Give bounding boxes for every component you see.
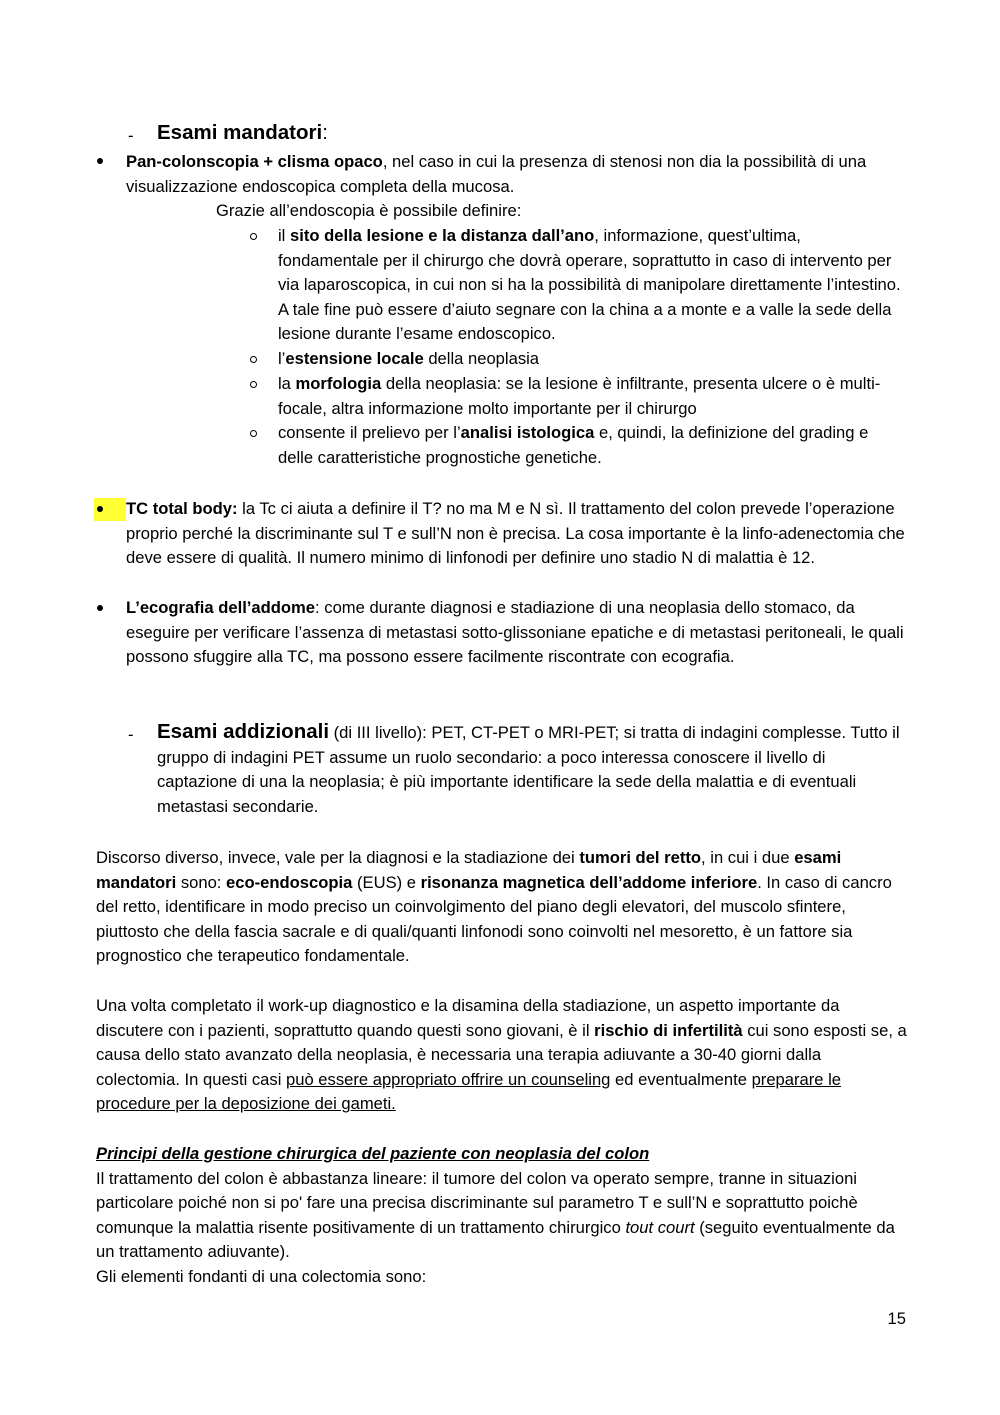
para-bold: rischio di infertilità bbox=[594, 1020, 743, 1040]
section-heading-esami-mandatori bbox=[157, 121, 328, 147]
sub-item bbox=[278, 347, 903, 372]
dash-marker: - bbox=[128, 126, 134, 145]
sub-item bbox=[278, 224, 903, 347]
para-underlined: può essere appropriato offrire un counseling bbox=[286, 1069, 611, 1089]
para-text: Il trattamento del colon è abbastanza lineare: il tumore del colon va operato sempre, tranne in situazioni particolare poiché non si po' fare una precisa discriminante sul parametro T e sull’N e soprattutto poichè comunque la malattia risente positivamente di un trattamento chirurgico bbox=[96, 1168, 858, 1237]
item-text: la Tc ci aiuta a definire il T? no ma M e N sì. Il trattamento del colon prevede l’operazione proprio perché la discriminante sul T e sull’N non è precisa. La cosa importante è la linfo-adenectomia che deve essere di qualità. Il numero minimo di linfonodi per definire uno stadio N di malattia è 12. bbox=[126, 499, 905, 568]
bullet-icon bbox=[97, 605, 103, 611]
list-item-ecografia bbox=[126, 596, 906, 670]
bullet-icon bbox=[97, 506, 103, 512]
para-text: (seguito eventualmente da un trattamento adiuvante). bbox=[96, 1217, 895, 1262]
para-text: , in cui i due bbox=[701, 848, 795, 867]
para-text: Discorso diverso, invece, vale per la diagnosi e la stadiazione dei bbox=[96, 848, 580, 867]
para-bold: tumori del retto bbox=[579, 848, 702, 867]
para-bold: esami mandatori bbox=[96, 848, 842, 892]
subintro-text: Grazie all’endoscopia è possibile definire: bbox=[216, 201, 522, 220]
para-text: Gli elementi fondanti di una colectomia sono: bbox=[96, 1266, 427, 1286]
heading-colon: : bbox=[322, 121, 328, 144]
sub-item bbox=[278, 421, 903, 470]
para-bold: eco-endoscopia bbox=[226, 872, 353, 892]
list-item-pan-colonscopia bbox=[126, 150, 901, 199]
para-underlined: preparare le procedure per la deposizione dei gameti. bbox=[96, 1069, 842, 1114]
subsection-heading: Principi della gestione chirurgica del paziente con neoplasia del colon bbox=[96, 1144, 650, 1163]
item-text: , nel caso in cui la presenza di stenosi non dia la possibilità di una visualizzazione endoscopica completa della mucosa. bbox=[126, 152, 867, 196]
heading-text: Esami mandatori bbox=[157, 121, 323, 144]
para-text: (EUS) e bbox=[352, 872, 421, 892]
para-text: Una volta completato il work-up diagnostico e la disamina della stadiazione, un aspetto importante da discutere con i pazienti, soprattutto quando questi sono giovani, è il bbox=[96, 996, 840, 1040]
sub-item-pre: il bbox=[278, 226, 290, 245]
item-bold: Pan-colonscopia + clisma opaco bbox=[126, 152, 383, 171]
dash-marker: - bbox=[128, 725, 134, 744]
circle-bullet-icon bbox=[250, 233, 257, 240]
sub-item-post: e, quindi, la definizione del grading e delle caratteristiche prognostiche genetiche. bbox=[278, 423, 869, 467]
sub-item-bold: analisi istologica bbox=[460, 423, 595, 442]
circle-bullet-icon bbox=[250, 430, 257, 437]
sub-item-post: della neoplasia: se la lesione è infiltrante, presenta ulcere o è multi-focale, altra informazione molto importante per il chirurgo bbox=[278, 374, 881, 418]
bullet-icon bbox=[97, 158, 103, 164]
item-bold: L’ecografia dell’addome bbox=[126, 598, 316, 617]
circle-bullet-icon bbox=[250, 381, 257, 388]
paragraph-retto bbox=[96, 846, 908, 969]
sub-item-pre: l’ bbox=[278, 349, 286, 368]
para-text: ed eventualmente bbox=[610, 1069, 752, 1089]
sub-item-post: della neoplasia bbox=[423, 349, 540, 368]
para-italic: tout court bbox=[625, 1217, 695, 1237]
circle-bullet-icon bbox=[250, 356, 257, 363]
item-text: : come durante diagnosi e stadiazione di una neoplasia dello stomaco, da eseguire per verificare l’assenza di metastasi sotto-glissoniane epatiche e di metastasi peritoneali, le quali possono sfuggire alla TC, ma possono essere facilmente riscontrate con ecografia. bbox=[126, 598, 904, 667]
section-text: (di III livello): PET, CT-PET o MRI-PET; si tratta di indagini complesse. Tutto il gruppo di indagini PET assume un ruolo secondario: a poco interessa conoscere il livello di captazione di una la neoplasia; è più importante identificare la sede della malattia e di eventuali metastasi secondarie. bbox=[157, 723, 900, 816]
para-text: sono: bbox=[176, 872, 227, 892]
sub-item-pre: consente il prelievo per l’ bbox=[278, 423, 461, 442]
sub-item-post: , informazione, quest’ultima, fondamentale per il chirurgo che dovrà operare, soprattutto in caso di intervento per via laparoscopica, in cui non si ha la possibilità di manipolare direttamente l’intestino. A tale fine può essere d’aiuto segnare con la china a a monte e a valle la sede della lesione durante l’esame endoscopico. bbox=[278, 226, 901, 344]
section-esami-addizionali bbox=[157, 720, 907, 819]
page-number: 15 bbox=[887, 1309, 906, 1328]
heading-text: Esami addizionali bbox=[157, 720, 330, 743]
paragraph-principi bbox=[96, 1142, 908, 1290]
sub-item-bold: morfologia bbox=[295, 374, 382, 393]
sub-item bbox=[278, 372, 903, 421]
list-item-tc-total-body bbox=[126, 497, 906, 571]
sub-item-bold: estensione locale bbox=[285, 349, 424, 368]
paragraph-infertilita bbox=[96, 994, 908, 1117]
item-bold: TC total body: bbox=[126, 499, 238, 518]
para-text: cui sono esposti se, a causa dello stato avanzato della neoplasia, è necessaria una terapia adiuvante a 30-40 giorni dalla colectomia. In questi casi bbox=[96, 1020, 907, 1089]
sub-item-bold: sito della lesione e la distanza dall’ano bbox=[289, 226, 595, 245]
sub-item-pre: la bbox=[278, 374, 296, 393]
para-bold: risonanza magnetica dell’addome inferiore bbox=[420, 872, 758, 892]
para-text: . In caso di cancro del retto, identificare in modo preciso un coinvolgimento del piano degli elevatori, del muscolo sfintere, piuttosto che della fascia sacrale e di quali/quanti linfonodi sono coinvolti nel mesoretto, è un fattore sia prognostico che terapeutico fondamentale. bbox=[96, 872, 892, 966]
